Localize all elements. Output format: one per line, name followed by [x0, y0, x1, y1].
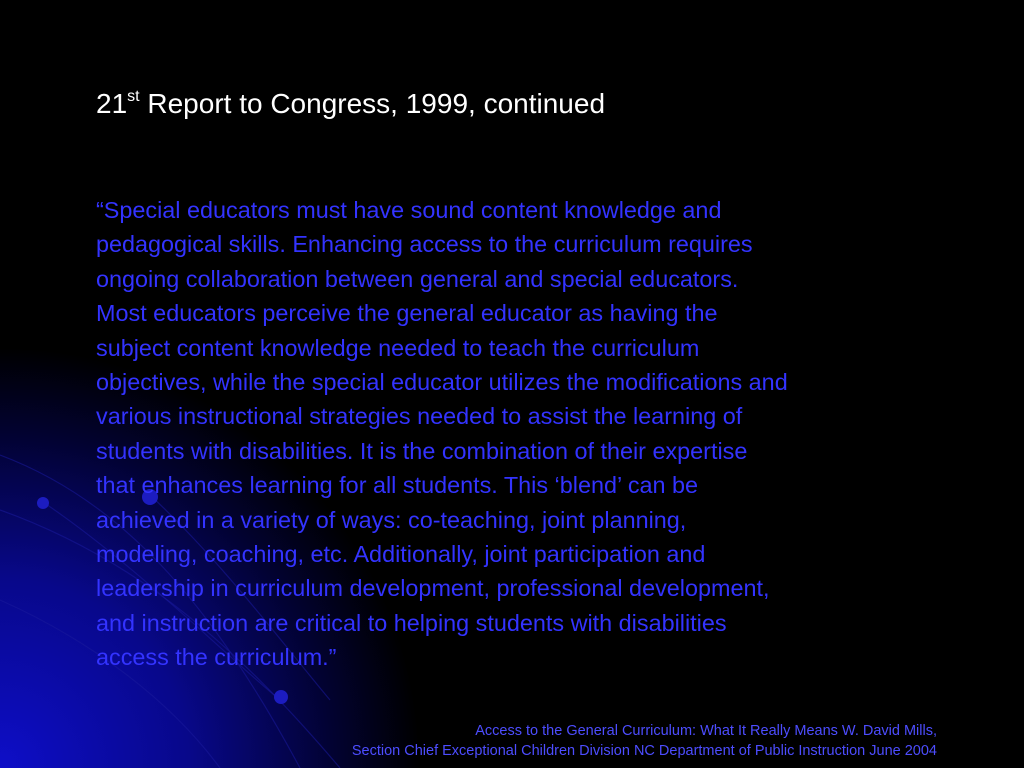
- title-number: 21: [96, 88, 128, 119]
- quote-line: leadership in curriculum development, professional development,: [96, 575, 770, 602]
- title-text: Report to Congress, 1999, continued: [139, 88, 606, 119]
- citation-line: Access to the General Curriculum: What It Really Means W. David Mills,: [475, 723, 937, 739]
- quote-line: pedagogical skills. Enhancing access to the curriculum requires: [96, 231, 753, 258]
- quote-body: [96, 193, 946, 675]
- quote-line: “Special educators must have sound content knowledge and: [96, 197, 722, 223]
- citation-line: Section Chief Exceptional Children Division NC Department of Public Instruction June 2004: [351, 743, 937, 759]
- quote-line: various instructional strategies needed to assist the learning of: [96, 403, 743, 430]
- quote-line: subject content knowledge needed to teach the curriculum: [96, 334, 700, 361]
- quote-line: achieved in a variety of ways: co-teaching, joint planning,: [96, 506, 687, 533]
- quote-line: that enhances learning for all students. This ‘blend’ can be: [96, 472, 699, 499]
- quote-line: objectives, while the special educator utilizes the modifications and: [96, 369, 788, 396]
- quote-line: Most educators perceive the general educator as having the: [96, 300, 718, 327]
- citation-footer: [352, 721, 937, 761]
- quote-line: students with disabilities. It is the combination of their expertise: [96, 437, 748, 464]
- slide-title: [96, 84, 605, 124]
- quote-line: modeling, coaching, etc. Additionally, joint participation and: [96, 541, 706, 568]
- quote-line: access the curriculum.”: [96, 644, 337, 671]
- quote-line: and instruction are critical to helping students with disabilities: [96, 609, 727, 636]
- quote-line: ongoing collaboration between general and special educators.: [96, 265, 739, 292]
- title-ordinal-suffix: st: [127, 88, 140, 105]
